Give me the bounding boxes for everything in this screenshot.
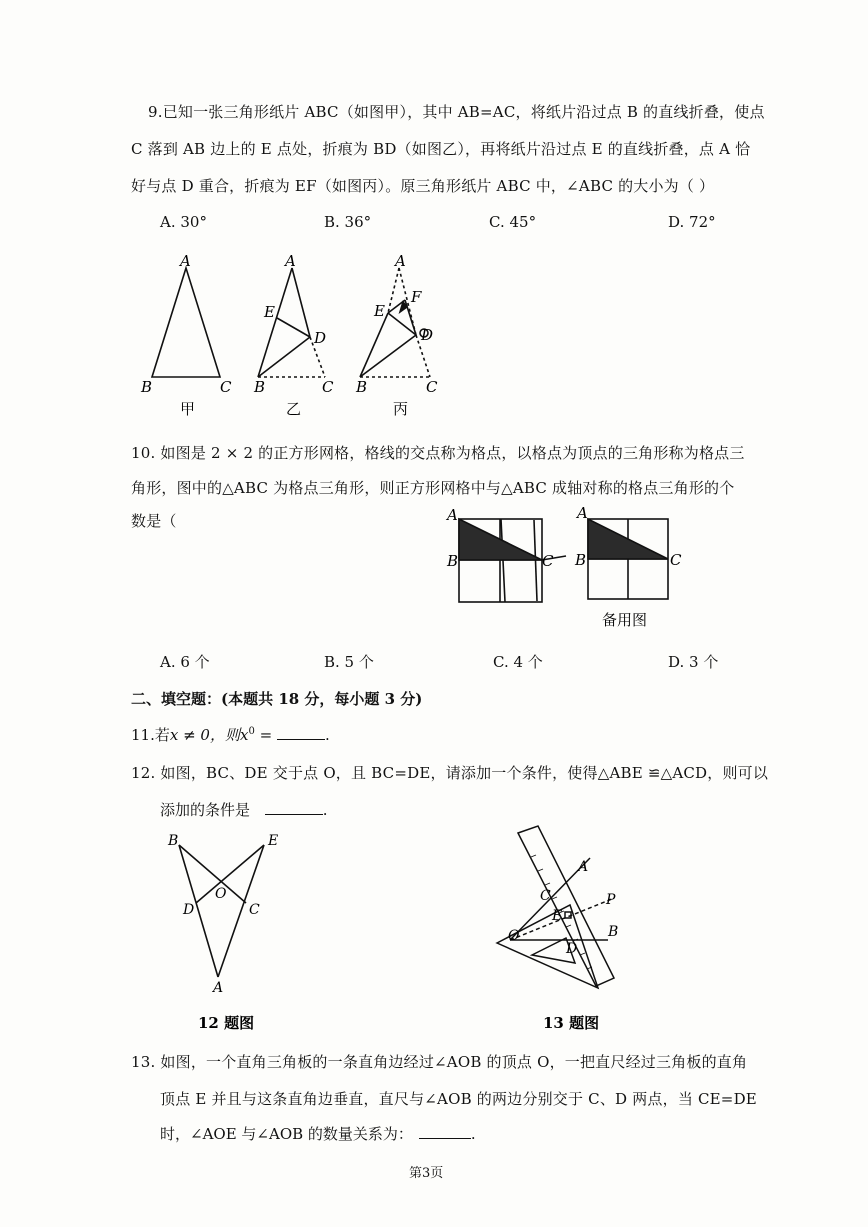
q9-figure-bing	[360, 268, 430, 377]
page-number: 第3页	[409, 1166, 444, 1181]
q13-label-a: A	[578, 859, 589, 875]
q10-backup-label-b: B	[575, 551, 587, 569]
q11-base: x	[239, 726, 249, 744]
q9-option-b: B. 36°	[324, 213, 372, 231]
q9-caption-bing: 丙	[393, 400, 409, 418]
q13-end: .	[470, 1125, 476, 1143]
q10-grid-main	[459, 519, 566, 602]
q13-line-2: 顶点 E 并且与这条直角边垂直，直尺与∠AOB 的两边分别交于 C、D 两点，当 CE=DE	[160, 1090, 757, 1108]
q10-line-1: 10. 如图是 2 × 2 的正方形网格，格线的交点称为格点，以格点为顶点的三角形称为格点三	[131, 444, 745, 462]
q13-label-d: D	[566, 941, 578, 957]
q9-bing-label-f: F	[411, 288, 422, 306]
section-2-heading: 二、填空题：(本题共 18 分，每小题 3 分)	[131, 690, 423, 708]
q12-line-1: 12. 如图，BC、DE 交于点 O，且 BC=DE，请添加一个条件，使得△ABE ≌△ACD，则可以	[131, 764, 769, 782]
q13-label-b: B	[608, 924, 619, 940]
q13-label-o: O	[508, 928, 520, 944]
q11-answer-blank	[277, 725, 325, 740]
q9-figure-jia	[152, 268, 220, 377]
q12-label-b: B	[168, 833, 179, 849]
q9-yi-label-e: E	[264, 303, 275, 321]
q13-caption: 13 题图	[543, 1014, 600, 1032]
q10-option-d: D. 3 个	[668, 653, 719, 671]
q13-line-3-text: 时，∠AOE 与∠AOB 的数量关系为：	[160, 1125, 413, 1143]
q10-backup-label-a: A	[577, 504, 588, 522]
q9-option-a: A. 30°	[160, 213, 207, 231]
q12-label-d: D	[183, 902, 195, 918]
q9-jia-label-b: B	[141, 378, 153, 396]
q9-line-3: 好与点 D 重合，折痕为 EF（如图丙）。原三角形纸片 ABC 中，∠ABC 的大小为（ ）	[131, 177, 715, 195]
q9-figure-yi	[258, 268, 325, 377]
q10-main-label-a: A	[447, 506, 458, 524]
q11-line	[131, 724, 330, 745]
q9-bing-label-e: E	[374, 302, 385, 320]
q12-caption: 12 题图	[198, 1014, 255, 1032]
q11-prefix: 11.若	[131, 726, 170, 744]
q11-end: .	[324, 726, 330, 744]
q9-option-c: C. 45°	[489, 213, 537, 231]
q13-line-3	[160, 1123, 476, 1144]
q9-caption-yi: 乙	[286, 400, 302, 418]
q11-condition: x ≠ 0，则	[169, 726, 240, 744]
q12-end: .	[322, 801, 328, 819]
q12-line-2	[160, 799, 328, 820]
q13-line-1: 13. 如图，一个直角三角板的一条直角边经过∠AOB 的顶点 O，一把直尺经过三角板的直角	[131, 1053, 748, 1071]
q9-yi-label-d: D	[314, 329, 327, 347]
q11-exponent: 0	[248, 726, 255, 737]
q9-bing-label-a: A	[395, 252, 406, 270]
q9-bing-label-d: D	[421, 326, 434, 344]
q13-set-square	[497, 905, 598, 988]
q9-line-1: 9.已知一张三角形纸片 ABC（如图甲），其中 AB=AC，将纸片沿过点 B 的直线折叠，使点	[148, 103, 765, 121]
q10-option-b: B. 5 个	[324, 653, 374, 671]
q13-ruler-ticks	[531, 855, 592, 969]
q9-yi-label-b: B	[254, 378, 266, 396]
q13-ruler	[518, 826, 614, 986]
q11-equals: =	[254, 726, 273, 744]
q9-jia-label-c: C	[220, 378, 232, 396]
q9-jia-label-a: A	[180, 252, 191, 270]
q10-option-a: A. 6 个	[160, 653, 210, 671]
q9-yi-label-a: A	[285, 252, 296, 270]
q13-label-c: C	[540, 888, 551, 904]
q13-label-p: P	[606, 892, 616, 908]
q10-backup-caption: 备用图	[602, 611, 648, 629]
q13-label-e: E	[552, 908, 563, 924]
q9-bing-label-c: C	[426, 378, 438, 396]
q9-bing-label-b: B	[356, 378, 368, 396]
q10-grid-backup	[588, 519, 668, 599]
q10-backup-label-c: C	[670, 551, 682, 569]
q9-caption-jia: 甲	[180, 400, 196, 418]
q12-label-a: A	[213, 980, 224, 996]
q12-label-c: C	[249, 902, 260, 918]
q9-line-2: C 落到 AB 边上的 E 点处，折痕为 BD（如图乙），再将纸片沿过点 E 的直线折叠，点 A 恰	[131, 140, 751, 158]
q9-option-d: D. 72°	[668, 213, 716, 231]
q10-option-c: C. 4 个	[493, 653, 543, 671]
q10-line-2: 角形，图中的△ABC 为格点三角形，则正方形网格中与△ABC 成轴对称的格点三角形的个	[131, 479, 735, 497]
q12-line-2-text: 添加的条件是	[160, 801, 251, 819]
q13-answer-blank	[419, 1124, 471, 1139]
q12-label-e: E	[268, 833, 279, 849]
q10-main-label-b: B	[447, 552, 459, 570]
q10-main-label-c: C	[542, 552, 554, 570]
q9-yi-label-c: C	[322, 378, 334, 396]
q12-answer-blank	[265, 800, 323, 815]
q10-line-3: 数是（	[131, 512, 177, 530]
q12-label-o: O	[215, 886, 227, 902]
